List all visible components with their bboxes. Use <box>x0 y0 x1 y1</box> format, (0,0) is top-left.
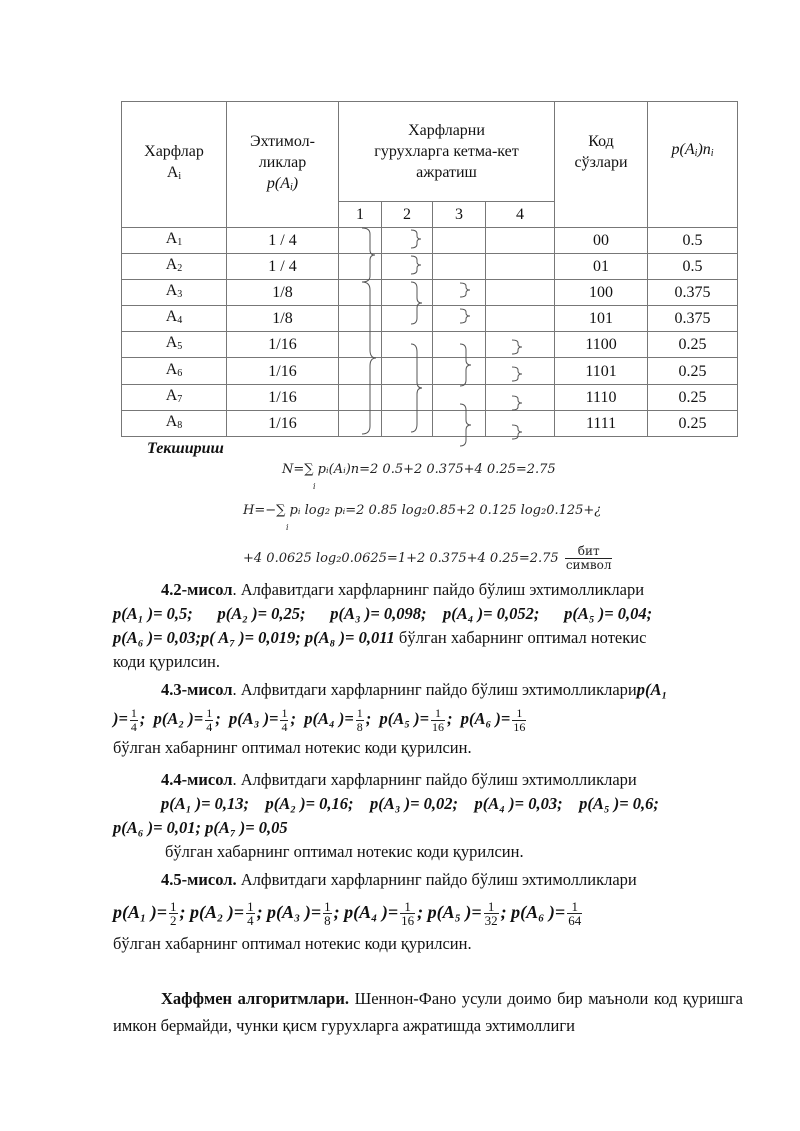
example-4-2: 4.2-мисол. Алфавитдаги харфларнинг пайдо бўлиш эхтимолликлари p(A₁ )= 0,5; p(A₂ )= 0,25; p(A₃ )= 0,098; p(A₄ )= 0,052; p(A₅ )= 0,04; p(A₆ )= 0,03;p( A₇ )= 0,019; p(A₈ )= 0,011 бўлган хабарнинг оптимал нотекис коди қурилсин. <box>113 578 743 674</box>
formula-h-sub: i <box>286 523 289 532</box>
code-table <box>121 101 738 437</box>
formula-h: H=−∑ pᵢ log₂ pᵢ=2 0.85 log₂0.85+2 0.125 log₂0.125+¿ <box>243 503 602 518</box>
step-4: 4 <box>486 201 555 227</box>
example-4-2-title: 4.2-мисол <box>161 580 233 599</box>
table-row: $A_5$ 1/16 1100 0.25 <box>122 332 738 358</box>
table-row: $A_8$ 1/16 1111 0.25 <box>122 410 738 436</box>
header-probabilities: Эхтимол- ликлар $p(A_i)$ <box>227 102 339 228</box>
table-row: $A_7$ 1/16 1110 0.25 <box>122 384 738 410</box>
unit-denominator: символ <box>565 558 612 572</box>
table-row: $A_2$ 1 / 4 01 0.5 <box>122 253 738 279</box>
table-row: $A_1$ 1 / 4 00 0.5 <box>122 227 738 253</box>
example-4-3-probs: )= $\frac{1}{4}$ ; p(A₂ )= $\frac{1}{4}$ ; p(A₃ )= $\frac{1}{4}$ ; p(A₄ )= $\frac{1}{8}$ ; p(A₅ )= $\frac{1}{16}$ ; p(A₆ )= $\frac{1}{16}$ <box>113 705 526 734</box>
header-groups: Харфларни гурухларга кетма-кет ажратиш <box>339 102 555 202</box>
step-2: 2 <box>382 201 433 227</box>
huffman-title: Хаффмен алгоритмлари. <box>161 989 349 1008</box>
example-4-3: 4.3-мисол. Алфвитдаги харфларнинг пайдо бўлиш эхтимолликлариp(A₁ )= $\frac{1}{4}$ ; p(A₂ )= $\frac{1}{4}$ ; p(A₃ )= $\frac{1}{4}$ ; p(A₄ )= $\frac{1}{8}$ ; p(A₅ )= $\frac{1}{16}$ ; p(A₆ )= $\frac{1}{16}$ бўлган хабарнинг оптимал нотекис коди қурилсин. <box>113 678 743 760</box>
header-p-times-n: $p(A_i)n_i$ <box>648 102 738 202</box>
step-3: 3 <box>433 201 486 227</box>
unit-numerator: бит <box>565 545 613 559</box>
table-row: $A_4$ 1/8 101 0.375 <box>122 306 738 332</box>
step-1: 1 <box>339 201 382 227</box>
formula-h-cont: +4 0.0625 log₂0.0625=1+2 0.375+4 0.25=2.75 $\frac{\text{бит}}{\text{символ}}$ <box>243 544 612 572</box>
table-row: $A_3$ 1/8 100 0.375 <box>122 280 738 306</box>
huffman-paragraph: Хаффмен алгоритмлари. Шеннон-Фано усули доимо бир маъноли код қуришга имкон бермайди, чунки қисм гурухларга ажратишда эхтимоллиги <box>113 989 743 1035</box>
formula-n-sub: i <box>313 482 316 491</box>
example-4-4-title: 4.4-мисол <box>161 770 233 789</box>
header-code-words: Код сўзлари <box>555 102 648 202</box>
formula-n: N=∑ pᵢ(Aᵢ)n=2 0.5+2 0.375+4 0.25=2.75 <box>282 462 556 477</box>
example-4-2-probs: p(A₁ )= 0,5; p(A₂ )= 0,25; p(A₃ )= 0,098; p(A₄ )= 0,052; p(A₅ )= 0,04; <box>113 604 653 623</box>
check-label: Текшириш <box>147 440 224 457</box>
header-letters: Харфлар $A_i$ <box>122 102 227 228</box>
example-4-3-title: 4.3-мисол <box>161 680 233 699</box>
example-4-4-probs: p(A₁ )= 0,13; p(A₂ )= 0,16; p(A₃ )= 0,02; p(A₄ )= 0,03; p(A₅ )= 0,6; <box>161 794 659 813</box>
example-4-5-probs: p(A₁ )= $\frac{1}{2}$ ; p(A₂ )= $\frac{1}{4}$ ; p(A₃ )= $\frac{1}{8}$ ; p(A₄ )= $\frac{1}{16}$ ; p(A₅ )= $\frac{1}{32}$ ; p(A₆ )= $\frac{1}{64}$ <box>113 899 582 929</box>
example-4-5: 4.5-мисол. Алфвитдаги харфларнинг пайдо бўлиш эхтимолликлари p(A₁ )= $\frac{1}{2}$ ; p(A₂ )= $\frac{1}{4}$ ; p(A₃ )= $\frac{1}{8}$ ; p(A₄ )= $\frac{1}{16}$ ; p(A₅ )= $\frac{1}{32}$ ; p(A₆ )= $\frac{1}{64}$ бўлган хабарнинг оптимал нотекис коди қурилсин. <box>113 868 743 956</box>
example-4-5-title: 4.5-мисол. <box>161 870 237 889</box>
example-4-4: 4.4-мисол. Алфвитдаги харфларнинг пайдо бўлиш эхтимолликлари p(A₁ )= 0,13; p(A₂ )= 0,16; p(A₃ )= 0,02; p(A₄ )= 0,03; p(A₅ )= 0,6; p(A₆ )= 0,01; p(A₇ )= 0,05 бўлган хабарнинг оптимал нотекис коди қурилсин. <box>113 768 743 864</box>
table-row: $A_6$ 1/16 1101 0.25 <box>122 358 738 384</box>
